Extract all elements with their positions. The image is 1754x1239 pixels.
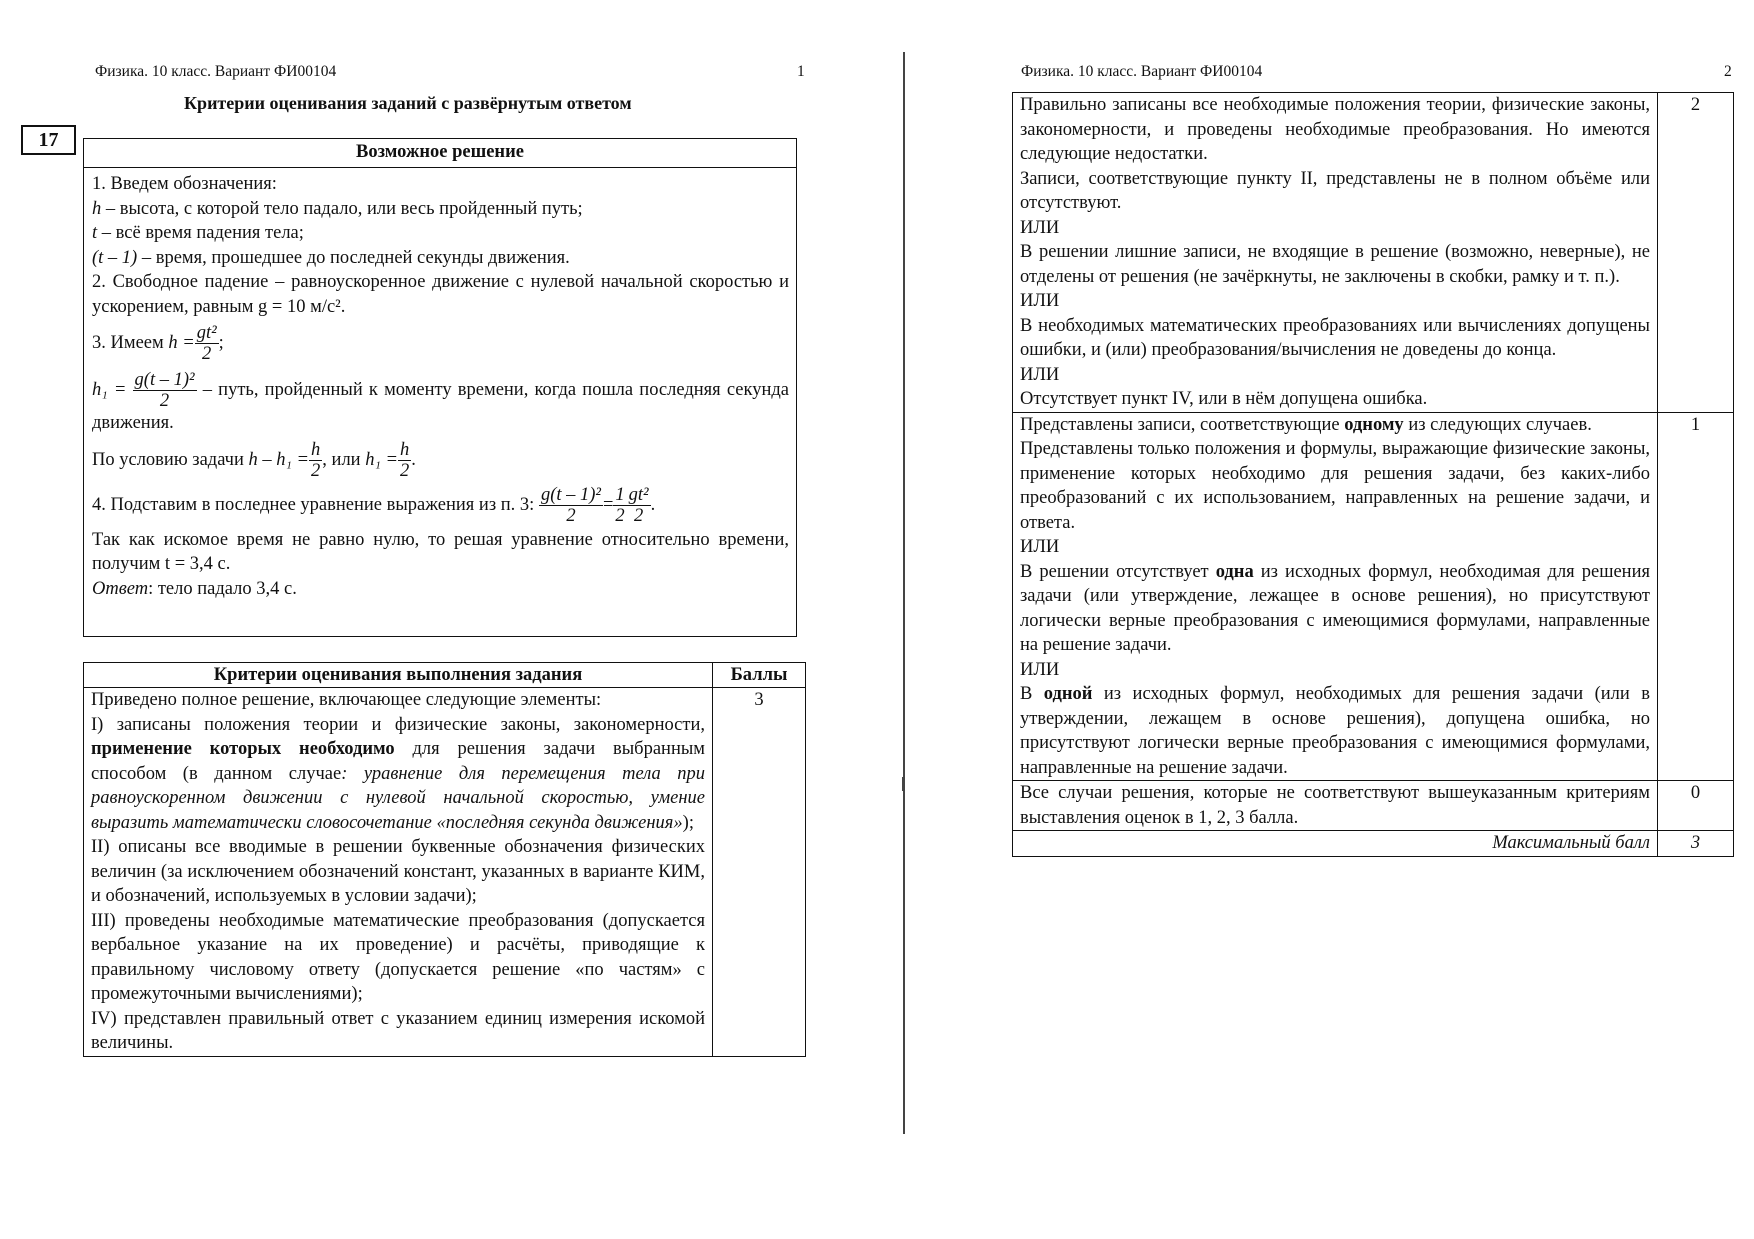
solution-text: . (411, 449, 416, 470)
score-cell: 3 (713, 688, 806, 1057)
criteria-text: для решения задачи выбранным способом (в данном случае (91, 739, 705, 784)
var-t-minus-1: (t – 1) (92, 247, 138, 268)
fraction-numerator: 1 (615, 484, 625, 505)
solution-text: 3. Имеем (92, 333, 164, 354)
score-cell: 1 (1658, 412, 1734, 781)
criteria-text: В решении отсутствует (1020, 561, 1216, 582)
left-page-number: 1 (797, 63, 805, 80)
criteria-text (1020, 682, 1650, 780)
solution-text: ; (218, 333, 224, 354)
solution-line (92, 197, 789, 222)
task-number: 17 (21, 125, 76, 155)
or-separator: ИЛИ (1020, 217, 1060, 238)
criteria-bold-text: одной (1043, 684, 1093, 704)
fraction (195, 323, 219, 364)
answer-line (92, 577, 789, 602)
answer-label: Ответ (92, 578, 149, 599)
fraction-denominator: 2 (633, 505, 644, 526)
criteria-bold-text: одному (1344, 414, 1404, 435)
criteria-text: из исходных формул, необходимых для решения задачи (или в утверждении, лежащем в основе решения), допущена ошибка, но присутствуют логически верные преобразования с имеющимися формулами, направленные на решение задачи. (1020, 684, 1650, 778)
criteria-text: из исходных формул, необходимая для решения задачи (или утверждение, лежащее в основе решения), но присутствуют логически верные преобразования с имеющимися формулами, направленные на решение задачи. (1020, 561, 1650, 655)
criteria-header-row (84, 663, 806, 688)
equation-lhs: h – h₁ = (248, 449, 310, 470)
equation-condition (92, 440, 789, 481)
solution-body (84, 168, 796, 601)
criteria-item-4: IV) представлен правильный ответ с указанием единиц измерения искомой величины. (91, 1008, 705, 1053)
fraction-denominator: 2 (615, 505, 625, 526)
fraction-numerator: g(t – 1)² (134, 370, 195, 390)
solution-line (92, 246, 789, 271)
max-score-value: 3 (1658, 831, 1734, 857)
equals-sign: = (602, 494, 614, 515)
solution-text: По условию задачи (92, 449, 244, 470)
criteria-cell (1013, 93, 1658, 413)
criteria-text: из следующих случаев. (1403, 414, 1592, 435)
equation-lhs: h₁ = (92, 379, 127, 400)
criteria-table-continued (1012, 92, 1734, 857)
or-separator: ИЛИ (1020, 537, 1060, 557)
solution-line (92, 221, 789, 246)
fraction-numerator: gt² (196, 323, 217, 343)
solution-line: 1. Введем обозначения: (92, 174, 277, 194)
fraction-numerator: g(t – 1)² (540, 484, 601, 505)
right-page-header: Физика. 10 класс. Вариант ФИ00104 (1021, 63, 1263, 80)
solution-text: – всё время падения тела; (97, 223, 304, 243)
criteria-text: В необходимых математических преобразованиях или вычислениях допущены ошибки, и (или) преобразования/вычисления не доведены до конца. (1020, 315, 1650, 360)
equation-substitution (92, 485, 789, 526)
solution-text: 4. Подставим в последнее уравнение выражения из п. 3: (92, 494, 535, 515)
fraction-denominator: 2 (400, 460, 410, 481)
or-separator: ИЛИ (1020, 659, 1060, 680)
var-t: t (92, 223, 98, 243)
criteria-cell (84, 688, 713, 1057)
criteria-cell: Все случаи решения, которые не соответствуют вышеуказанным критериям выставления оценок в 1, 2, 3 балла. (1013, 781, 1658, 831)
solution-heading: Возможное решение (84, 139, 796, 168)
criteria-bold-text: применение которых необходимо (91, 739, 395, 759)
criteria-bold-text: одна (1215, 561, 1254, 582)
criteria-text (1020, 413, 1650, 438)
score-cell: 0 (1658, 781, 1734, 831)
fraction (627, 485, 651, 526)
table-row (1013, 781, 1734, 831)
answer-text: : тело падало 3,4 с. (148, 578, 297, 599)
solution-line: 2. Свободное падение – равноускоренное движение с нулевой начальной скоростью и ускорением, равным g = 10 м/с². (92, 272, 789, 317)
var-h: h (92, 198, 102, 219)
criteria-text: ); (682, 812, 694, 833)
table-row (1013, 412, 1734, 781)
fraction-denominator: 2 (311, 460, 321, 481)
score-cell: 2 (1658, 93, 1734, 413)
fraction (133, 370, 197, 411)
solution-text: – путь, пройденный к моменту времени, когда пошла последняя секунда движения. (92, 379, 789, 433)
solution-text: . (650, 494, 656, 515)
criteria-text: Правильно записаны все необходимые положения теории, физические законы, закономерности, и проведены необходимые преобразования. Но имеются следующие недостатки. (1020, 95, 1650, 164)
fraction-numerator: gt² (628, 484, 649, 505)
criteria-text: В решении лишние записи, не входящие в решение (возможно, неверные), не отделены от решения (не зачёркнуты, не заключены в скобки, рамку и т. п.). (1020, 242, 1650, 287)
criteria-table (83, 662, 806, 1057)
table-row (1013, 93, 1734, 413)
fraction-numerator: h (400, 439, 410, 460)
solution-text: – высота, с которой тело падало, или весь пройденный путь; (101, 198, 583, 219)
table-row (84, 688, 806, 1057)
solution-text: , или (322, 449, 361, 470)
right-page-number: 2 (1724, 63, 1732, 80)
criteria-text (1020, 560, 1650, 658)
criteria-cell (1013, 412, 1658, 781)
criteria-item-3: III) проведены необходимые математические преобразования (допускается вербальное указание на их проведение) и расчёты, приводящие к правильному числовому ответу (допускается решение «по частям» с промежуточными вычислениями); (91, 910, 705, 1004)
fraction (613, 485, 626, 526)
criteria-text: Представлены только положения и формулы, выражающие физические законы, применение которых необходимо для решения задачи, без каких-либо преобразований с их использованием, направленных на решение задачи, и ответа. (1020, 439, 1650, 533)
fraction (309, 440, 322, 481)
or-separator: ИЛИ (1020, 291, 1060, 311)
fraction (398, 440, 411, 481)
criteria-text: В (1020, 684, 1044, 704)
section-title: Критерии оценивания заданий с развёрнутым ответом (184, 93, 632, 113)
fraction-denominator: 2 (202, 344, 212, 364)
equation-lhs: h₁ = (365, 449, 399, 470)
criteria-text: Приведено полное решение, включающее следующие элементы: (91, 690, 602, 710)
left-page-header: Физика. 10 класс. Вариант ФИ00104 (95, 63, 337, 80)
max-score-row (1013, 831, 1734, 857)
criteria-text: Отсутствует пункт IV, или в нём допущена ошибка. (1020, 389, 1428, 409)
fraction-numerator: h (311, 439, 321, 460)
or-separator: ИЛИ (1020, 364, 1060, 385)
criteria-item-2: II) описаны все вводимые в решении буквенные обозначения физических величин (за исключением обозначений констант, указанных в варианте КИМ, и обозначений, используемых в условии задачи); (91, 837, 705, 906)
page-divider (903, 52, 905, 1134)
criteria-col-header: Критерии оценивания выполнения задания (84, 663, 713, 688)
solution-line: Так как искомое время не равно нулю, то решая уравнение относительно времени, получим t = 3,4 с. (92, 529, 789, 574)
equation-h1 (92, 370, 789, 436)
score-col-header: Баллы (713, 663, 806, 688)
criteria-text: I) записаны положения теории и физические законы, закономерности, (91, 714, 705, 735)
solution-text: – время, прошедшее до последней секунды движения. (137, 247, 570, 268)
solution-box (83, 138, 797, 637)
criteria-italic-text: : уравнение для перемещения тела при равноускоренном движении с нулевой начальной скоростью, умение выразить математически словосочетание «последняя секунда движения» (91, 763, 705, 833)
criteria-item-1 (91, 713, 705, 836)
max-score-label: Максимальный балл (1013, 831, 1658, 857)
fraction-denominator: 2 (566, 505, 576, 526)
fraction-denominator: 2 (159, 391, 170, 411)
equation-h (92, 323, 789, 364)
equation-lhs: h = (168, 333, 195, 354)
criteria-text: Записи, соответствующие пункту II, представлены не в полном объёме или отсутствуют. (1020, 168, 1650, 213)
fraction (539, 485, 603, 526)
criteria-text: Представлены записи, соответствующие (1020, 414, 1345, 435)
divider-mark (902, 777, 904, 791)
